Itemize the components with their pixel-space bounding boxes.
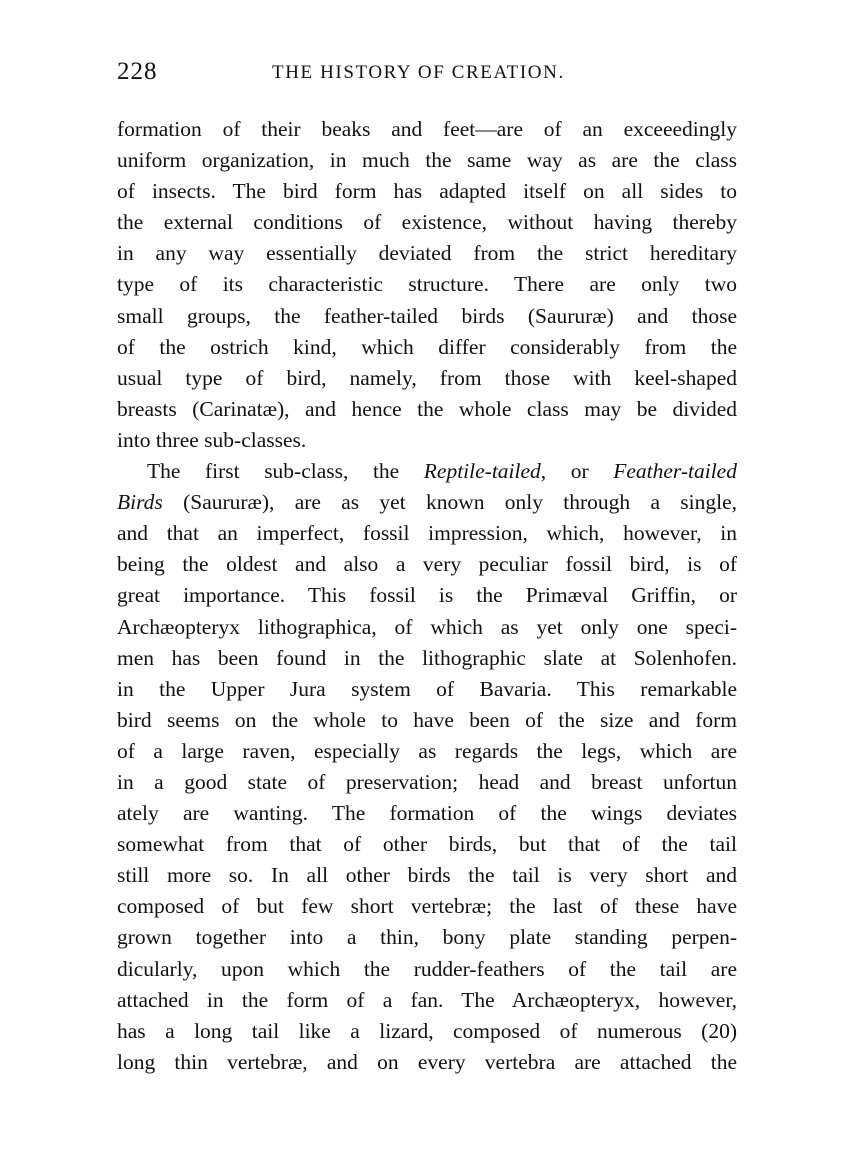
- running-title: THE HISTORY OF CREATION.: [272, 62, 565, 83]
- text-line: usual type of bird, namely, from those with keel-shaped: [117, 365, 737, 390]
- text-line: grown together into a thin, bony plate standing perpen-: [117, 925, 737, 950]
- text-line: being the oldest and also a very peculiar fossil bird, is of: [117, 552, 737, 577]
- text-line: type of its characteristic structure. There are only two: [117, 272, 737, 297]
- text-line: has a long tail like a lizard, composed of numerous (20): [117, 1018, 737, 1043]
- text-line: the external conditions of existence, without having thereby: [117, 210, 737, 235]
- running-head: [117, 58, 737, 94]
- page-number: 228: [117, 58, 158, 85]
- text-line: of the ostrich kind, which differ considerably from the: [117, 334, 737, 359]
- text-line: of insects. The bird form has adapted itself on all sides to: [117, 179, 737, 204]
- text-line: great importance. This fossil is the Primæval Griffin, or: [117, 583, 737, 608]
- text-line: Archæopteryx lithographica, of which as yet only one speci-: [117, 614, 737, 639]
- text-line: in a good state of preservation; head and breast unfortun: [117, 769, 737, 794]
- text-run: , or: [540, 459, 614, 484]
- text-line: somewhat from that of other birds, but that of the tail: [117, 832, 737, 857]
- text-line: uniform organization, in much the same way as are the class: [117, 148, 737, 173]
- text-line: ately are wanting. The formation of the wings deviates: [117, 801, 737, 826]
- text-line: of a large raven, especially as regards the legs, which are: [117, 738, 737, 763]
- text-line: formation of their beaks and feet—are of an exceeedingly: [117, 117, 737, 141]
- text-line: long thin vertebræ, and on every vertebra are attached the: [117, 1049, 737, 1074]
- text-line: dicularly, upon which the rudder-feathers of the tail are: [117, 956, 737, 981]
- text-line: in the Upper Jura system of Bavaria. This remarkable: [117, 676, 737, 701]
- italic-term-reptile-tailed: Reptile-tailed: [423, 459, 541, 484]
- text-line: men has been found in the lithographic slate at Solenhofen.: [117, 645, 737, 670]
- italic-term-birds: Birds: [117, 490, 163, 515]
- text-run: The first sub-class, the: [147, 459, 424, 484]
- text-line: [117, 487, 737, 518]
- paragraph-2: [117, 456, 737, 1078]
- text-line: composed of but few short vertebræ; the last of these have: [117, 894, 737, 919]
- italic-term-feather-tailed: Feather-tailed: [613, 459, 737, 484]
- text-run: (Saururæ), are as yet known only through a single,: [162, 490, 737, 515]
- paragraph-1: [117, 114, 737, 456]
- text-line: breasts (Carinatæ), and hence the whole class may be divided: [117, 396, 737, 421]
- text-line: attached in the form of a fan. The Archæopteryx, however,: [117, 987, 737, 1012]
- text-line: small groups, the feather-tailed birds (Saururæ) and those: [117, 303, 737, 328]
- text-line: into three sub-classes.: [117, 427, 307, 452]
- body-text: [117, 114, 737, 1078]
- text-line: and that an imperfect, fossil impression, which, however, in: [117, 521, 737, 546]
- text-line: bird seems on the whole to have been of the size and form: [117, 707, 737, 732]
- text-line: still more so. In all other birds the tail is very short and: [117, 863, 737, 888]
- text-line: in any way essentially deviated from the strict hereditary: [117, 241, 737, 266]
- text-line: [117, 456, 737, 487]
